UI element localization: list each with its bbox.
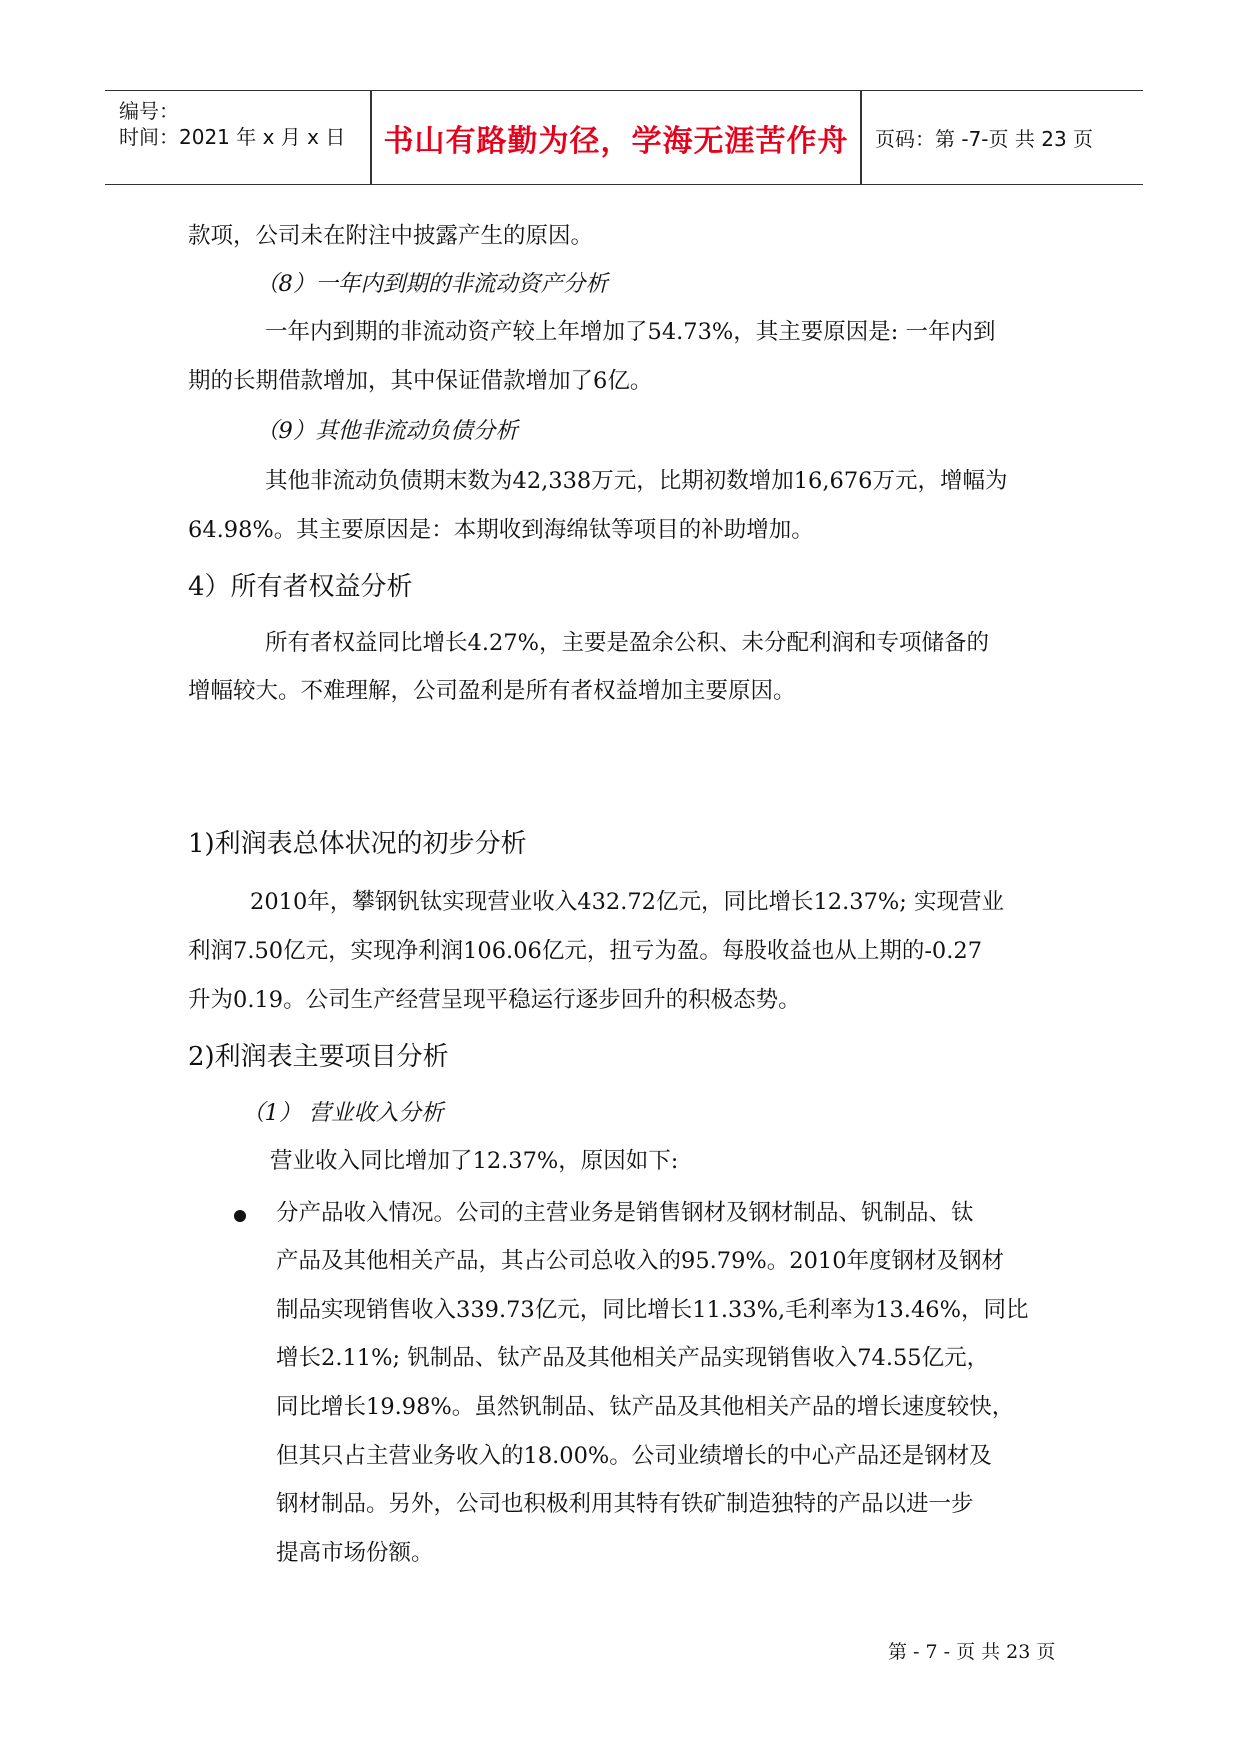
header-page-label: 页码：第 -7-页 共 23 页 [875,127,1094,151]
list-item-line: 提高市场份额。 [276,1540,434,1566]
section-heading: 1)利润表总体状况的初步分析 [188,829,527,859]
section-heading: 4）所有者权益分析 [188,572,413,602]
paragraph-line: 营业收入同比增加了12.37%，原因如下: [270,1148,679,1174]
subsection-heading: （8）一年内到期的非流动资产分析 [256,271,608,297]
bullet-icon [234,1210,246,1222]
number-label: 编号： [119,99,179,123]
list-item-line: 但其只占主营业务收入的18.00%。公司业绩增长的中心产品还是钢材及 [276,1443,992,1469]
page-footer: 第 - 7 - 页 共 23 页 [888,1641,1056,1663]
section-heading: 2)利润表主要项目分析 [188,1042,449,1072]
header-divider [860,91,862,184]
paragraph-line: 所有者权益同比增长4.27%，主要是盈余公积、未分配利润和专项储备的 [265,630,989,656]
paragraph-line: 增幅较大。不难理解，公司盈利是所有者权益增加主要原因。 [188,678,796,704]
header-motto: 书山有路勤为径，学海无涯苦作舟 [383,123,849,159]
header-meta [105,91,367,184]
paragraph-line: 2010年，攀钢钒钛实现营业收入432.72亿元，同比增长12.37%; 实现营业 [250,889,1005,915]
time-label: 时间：2021 年 x 月 x 日 [119,125,346,149]
subsection-heading: （9）其他非流动负债分析 [256,418,518,444]
paragraph-line: 期的长期借款增加，其中保证借款增加了6亿。 [188,368,653,394]
paragraph-line: 其他非流动负债期末数为42,338万元，比期初数增加16,676万元，增幅为 [265,468,1008,494]
list-item-line: 产品及其他相关产品，其占公司总收入的95.79%。2010年度钢材及钢材 [276,1248,1005,1274]
list-item-line: 分产品收入情况。公司的主营业务是销售钢材及钢材制品、钒制品、钛 [276,1200,974,1226]
page-header [105,90,1143,185]
list-item-line: 制品实现销售收入339.73亿元，同比增长11.33%,毛利率为13.46%，同比 [276,1297,1029,1323]
list-item-line: 同比增长19.98%。虽然钒制品、钛产品及其他相关产品的增长速度较快， [276,1394,1015,1420]
subsection-heading: （1） 营业收入分析 [242,1100,444,1126]
paragraph-line: 利润7.50亿元，实现净利润106.06亿元，扭亏为盈。每股收益也从上期的-0.27 [188,938,983,964]
paragraph-line: 一年内到期的非流动资产较上年增加了54.73%，其主要原因是: 一年内到 [265,319,996,345]
list-item-line: 增长2.11%; 钒制品、钛产品及其他相关产品实现销售收入74.55亿元， [276,1345,990,1371]
list-item-line: 钢材制品。另外，公司也积极利用其特有铁矿制造独特的产品以进一步 [276,1491,974,1517]
paragraph-line: 升为0.19。公司生产经营呈现平稳运行逐步回升的积极态势。 [188,987,801,1013]
paragraph-line: 64.98%。其主要原因是：本期收到海绵钛等项目的补助增加。 [188,517,814,543]
paragraph-line: 款项，公司未在附注中披露产生的原因。 [188,223,594,249]
